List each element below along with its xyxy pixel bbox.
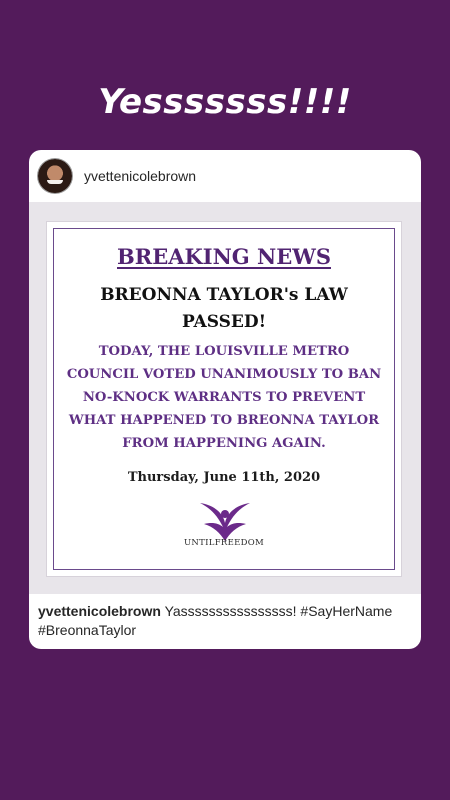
poster-logo-text: UNTILFREEDOM bbox=[183, 538, 265, 548]
story-caption-text: Yesssssss!!!! bbox=[98, 82, 352, 122]
post-image[interactable] bbox=[29, 202, 421, 594]
breaking-news-poster bbox=[47, 222, 401, 576]
poster-title bbox=[47, 282, 401, 336]
post-caption bbox=[38, 602, 413, 640]
poster-title-line1: BREONNA TAYLOR's LAW bbox=[100, 285, 348, 305]
poster-date: Thursday, June 11th, 2020 bbox=[127, 470, 321, 485]
post-username[interactable]: yvettenicolebrown bbox=[84, 168, 197, 184]
avatar[interactable] bbox=[38, 159, 72, 193]
poster-title-line2: PASSED! bbox=[181, 312, 267, 332]
post-header[interactable] bbox=[29, 150, 421, 202]
caption-username[interactable]: yvettenicolebrown bbox=[38, 603, 161, 619]
poster-body: TODAY, THE LOUISVILLE METRO COUNCIL VOTED UNANIMOUSLY TO BAN NO-KNOCK WARRANTS TO PREVENT WHAT HAPPENED TO BREONNA TAYLOR FROM HAPPENING AGAIN. bbox=[66, 344, 382, 451]
winged-emblem-icon bbox=[190, 497, 260, 542]
poster-headline: BREAKING NEWS bbox=[117, 244, 331, 269]
shared-post-card[interactable] bbox=[29, 150, 421, 649]
caption-text: Yassssssssssssssss! #SayHerName #BreonnaTaylor bbox=[38, 603, 393, 638]
